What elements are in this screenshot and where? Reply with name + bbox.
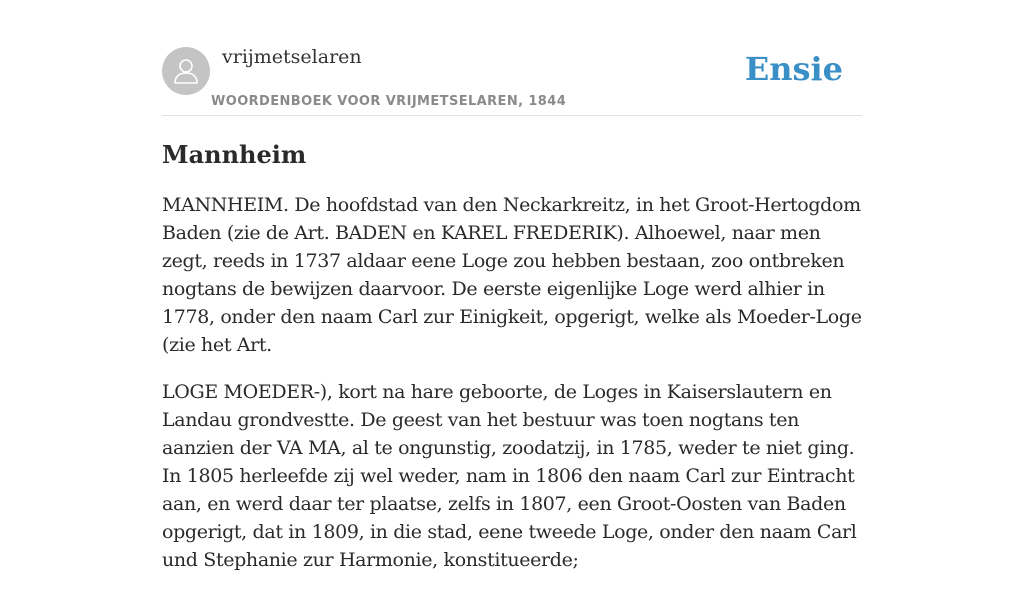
user-icon xyxy=(171,56,201,86)
paragraph: MANNHEIM. De hoofdstad van den Neckarkreitz, in het Groot-Hertogdom Baden (zie de Art. BADEN en KAREL FREDERIK). Alhoewel, naar men zegt, reeds in 1737 aldaar eene Loge zou hebben bestaan, zoo ontbreken nogtans de bewijzen daarvoor. De eerste eigenlijke Loge werd alhier in 1778, onder den naam Carl zur Einigkeit, opgerigt, welke als Moeder-Loge (zie het Art. xyxy=(162,194,862,356)
header-divider xyxy=(162,115,862,116)
article-body xyxy=(162,191,866,593)
source-link[interactable]: WOORDENBOEK VOOR VRIJMETSELAREN, 1844 xyxy=(211,94,567,109)
paragraph: LOGE MOEDER-), kort na hare geboorte, de Loges in Kaiserslautern en Landau grondvestte. De geest van het bestuur was toen nogtans ten aanzien der VA MA, al te ongunstig, zoodatzij, in 1785, weder te niet ging. In 1805 herleefde zij wel weder, nam in 1806 den naam Carl zur Eintracht aan, en werd daar ter plaatse, zelfs in 1807, een Groot-Oosten van Baden opgerigt, dat in 1809, in die stad, eene tweede Loge, onder den naam Carl und Stephanie zur Harmonie, konstitueerde; xyxy=(162,381,857,571)
avatar[interactable] xyxy=(162,47,210,95)
page-title: Mannheim xyxy=(162,140,307,169)
brand-logo[interactable]: Ensie xyxy=(744,50,843,88)
entry-header xyxy=(162,46,862,116)
username-link[interactable]: vrijmetselaren xyxy=(222,46,362,68)
